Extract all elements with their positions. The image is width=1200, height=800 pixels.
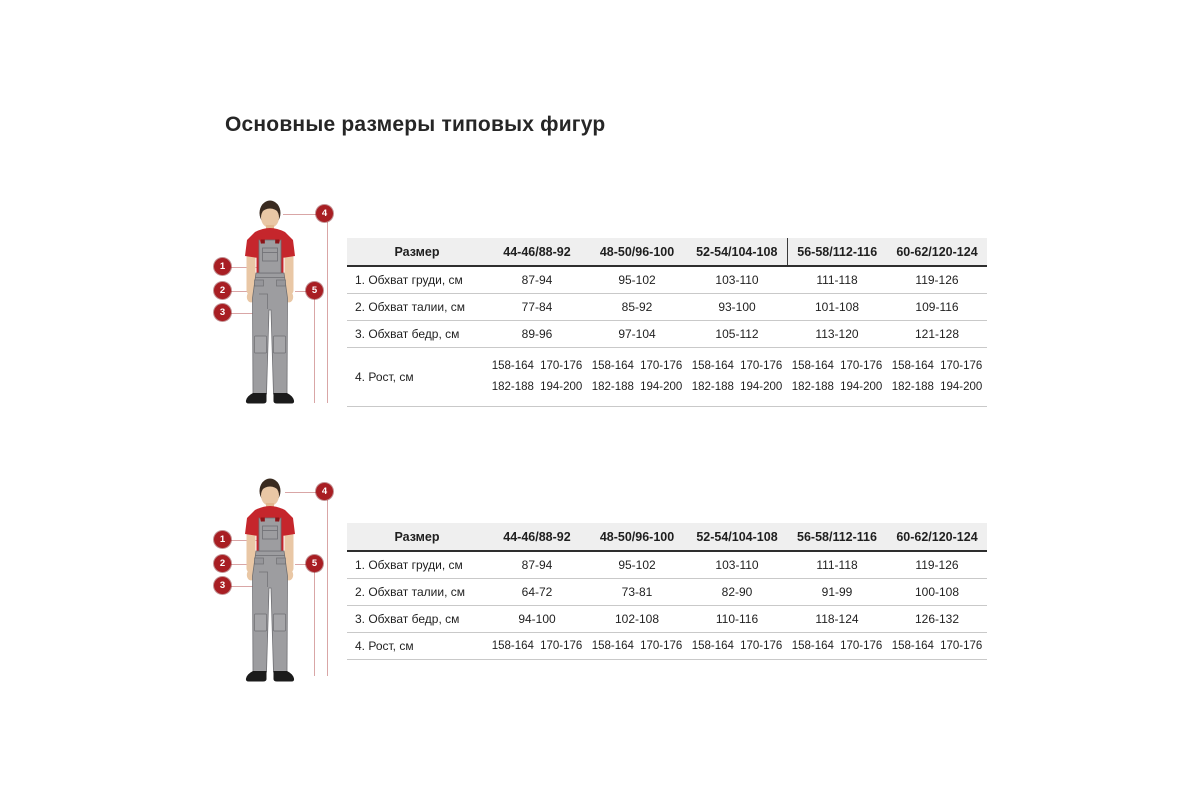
size-value-cell: 119-126 [887, 551, 987, 579]
size-value-cell: 95-102 [587, 551, 687, 579]
size-value-cell: 158-164 170-176 [687, 633, 787, 660]
row-label: 4. Рост, см [347, 633, 487, 660]
row-label: 1. Обхват груди, см [347, 266, 487, 294]
size-value-cell: 158-164 170-176 182-188 194-200 [887, 348, 987, 407]
size-range-header: 52-54/104-108 [687, 238, 787, 266]
size-column-header: Размер [347, 238, 487, 266]
measure-line-height-vertical [327, 500, 328, 676]
table-row [347, 266, 987, 294]
table-row [347, 294, 987, 321]
row-label: 2. Обхват талии, см [347, 579, 487, 606]
size-value-cell: 126-132 [887, 606, 987, 633]
size-value-cell: 94-100 [487, 606, 587, 633]
size-value-cell: 118-124 [787, 606, 887, 633]
size-value-cell: 158-164 170-176 182-188 194-200 [787, 348, 887, 407]
size-value-cell: 100-108 [887, 579, 987, 606]
size-value-cell: 110-116 [687, 606, 787, 633]
marker-chest: 1 [214, 258, 231, 275]
size-value-cell: 109-116 [887, 294, 987, 321]
table-row [347, 321, 987, 348]
size-value-cell: 95-102 [587, 266, 687, 294]
male-figure-illustration [215, 198, 325, 410]
size-value-cell: 64-72 [487, 579, 587, 606]
size-range-header: 60-62/120-124 [887, 523, 987, 551]
size-value-cell: 103-110 [687, 551, 787, 579]
size-value-cell: 97-104 [587, 321, 687, 348]
size-value-cell: 85-92 [587, 294, 687, 321]
row-label: 1. Обхват груди, см [347, 551, 487, 579]
size-value-cell: 158-164 170-176 [587, 633, 687, 660]
size-value-cell: 119-126 [887, 266, 987, 294]
size-value-cell: 82-90 [687, 579, 787, 606]
marker-side: 5 [306, 555, 323, 572]
size-value-cell: 102-108 [587, 606, 687, 633]
size-value-cell: 105-112 [687, 321, 787, 348]
men-size-table [347, 238, 987, 407]
size-range-header: 48-50/96-100 [587, 523, 687, 551]
marker-waist: 2 [214, 282, 231, 299]
page-title: Основные размеры типовых фигур [225, 113, 606, 136]
size-value-cell: 77-84 [487, 294, 587, 321]
size-value-cell: 103-110 [687, 266, 787, 294]
size-value-cell: 87-94 [487, 551, 587, 579]
size-range-header: 44-46/88-92 [487, 523, 587, 551]
marker-height: 4 [316, 205, 333, 222]
size-value-cell: 158-164 170-176 [487, 633, 587, 660]
row-label: 3. Обхват бедр, см [347, 606, 487, 633]
size-value-cell: 73-81 [587, 579, 687, 606]
female-figure-illustration [215, 476, 325, 688]
marker-hips: 3 [214, 577, 231, 594]
size-range-header: 60-62/120-124 [887, 238, 987, 266]
size-value-cell: 158-164 170-176 [787, 633, 887, 660]
size-column-header: Размер [347, 523, 487, 551]
size-value-cell: 158-164 170-176 182-188 194-200 [487, 348, 587, 407]
size-value-cell: 93-100 [687, 294, 787, 321]
marker-chest: 1 [214, 531, 231, 548]
women-size-table [347, 523, 987, 660]
table-row [347, 606, 987, 633]
table-row [347, 579, 987, 606]
table-row [347, 551, 987, 579]
size-value-cell: 158-164 170-176 182-188 194-200 [687, 348, 787, 407]
marker-waist: 2 [214, 555, 231, 572]
marker-height: 4 [316, 483, 333, 500]
size-range-header: 56-58/112-116 [787, 238, 887, 266]
measure-line-height-vertical [327, 222, 328, 403]
size-value-cell: 158-164 170-176 [887, 633, 987, 660]
size-value-cell: 87-94 [487, 266, 587, 294]
table-row [347, 348, 987, 407]
row-label: 2. Обхват талии, см [347, 294, 487, 321]
size-range-header: 48-50/96-100 [587, 238, 687, 266]
marker-side: 5 [306, 282, 323, 299]
size-range-header: 44-46/88-92 [487, 238, 587, 266]
marker-hips: 3 [214, 304, 231, 321]
size-value-cell: 121-128 [887, 321, 987, 348]
size-value-cell: 101-108 [787, 294, 887, 321]
table-row [347, 633, 987, 660]
size-range-header: 52-54/104-108 [687, 523, 787, 551]
size-value-cell: 158-164 170-176 182-188 194-200 [587, 348, 687, 407]
size-value-cell: 113-120 [787, 321, 887, 348]
size-value-cell: 111-118 [787, 551, 887, 579]
size-value-cell: 111-118 [787, 266, 887, 294]
size-value-cell: 89-96 [487, 321, 587, 348]
size-range-header: 56-58/112-116 [787, 523, 887, 551]
row-label: 4. Рост, см [347, 348, 487, 407]
row-label: 3. Обхват бедр, см [347, 321, 487, 348]
size-value-cell: 91-99 [787, 579, 887, 606]
